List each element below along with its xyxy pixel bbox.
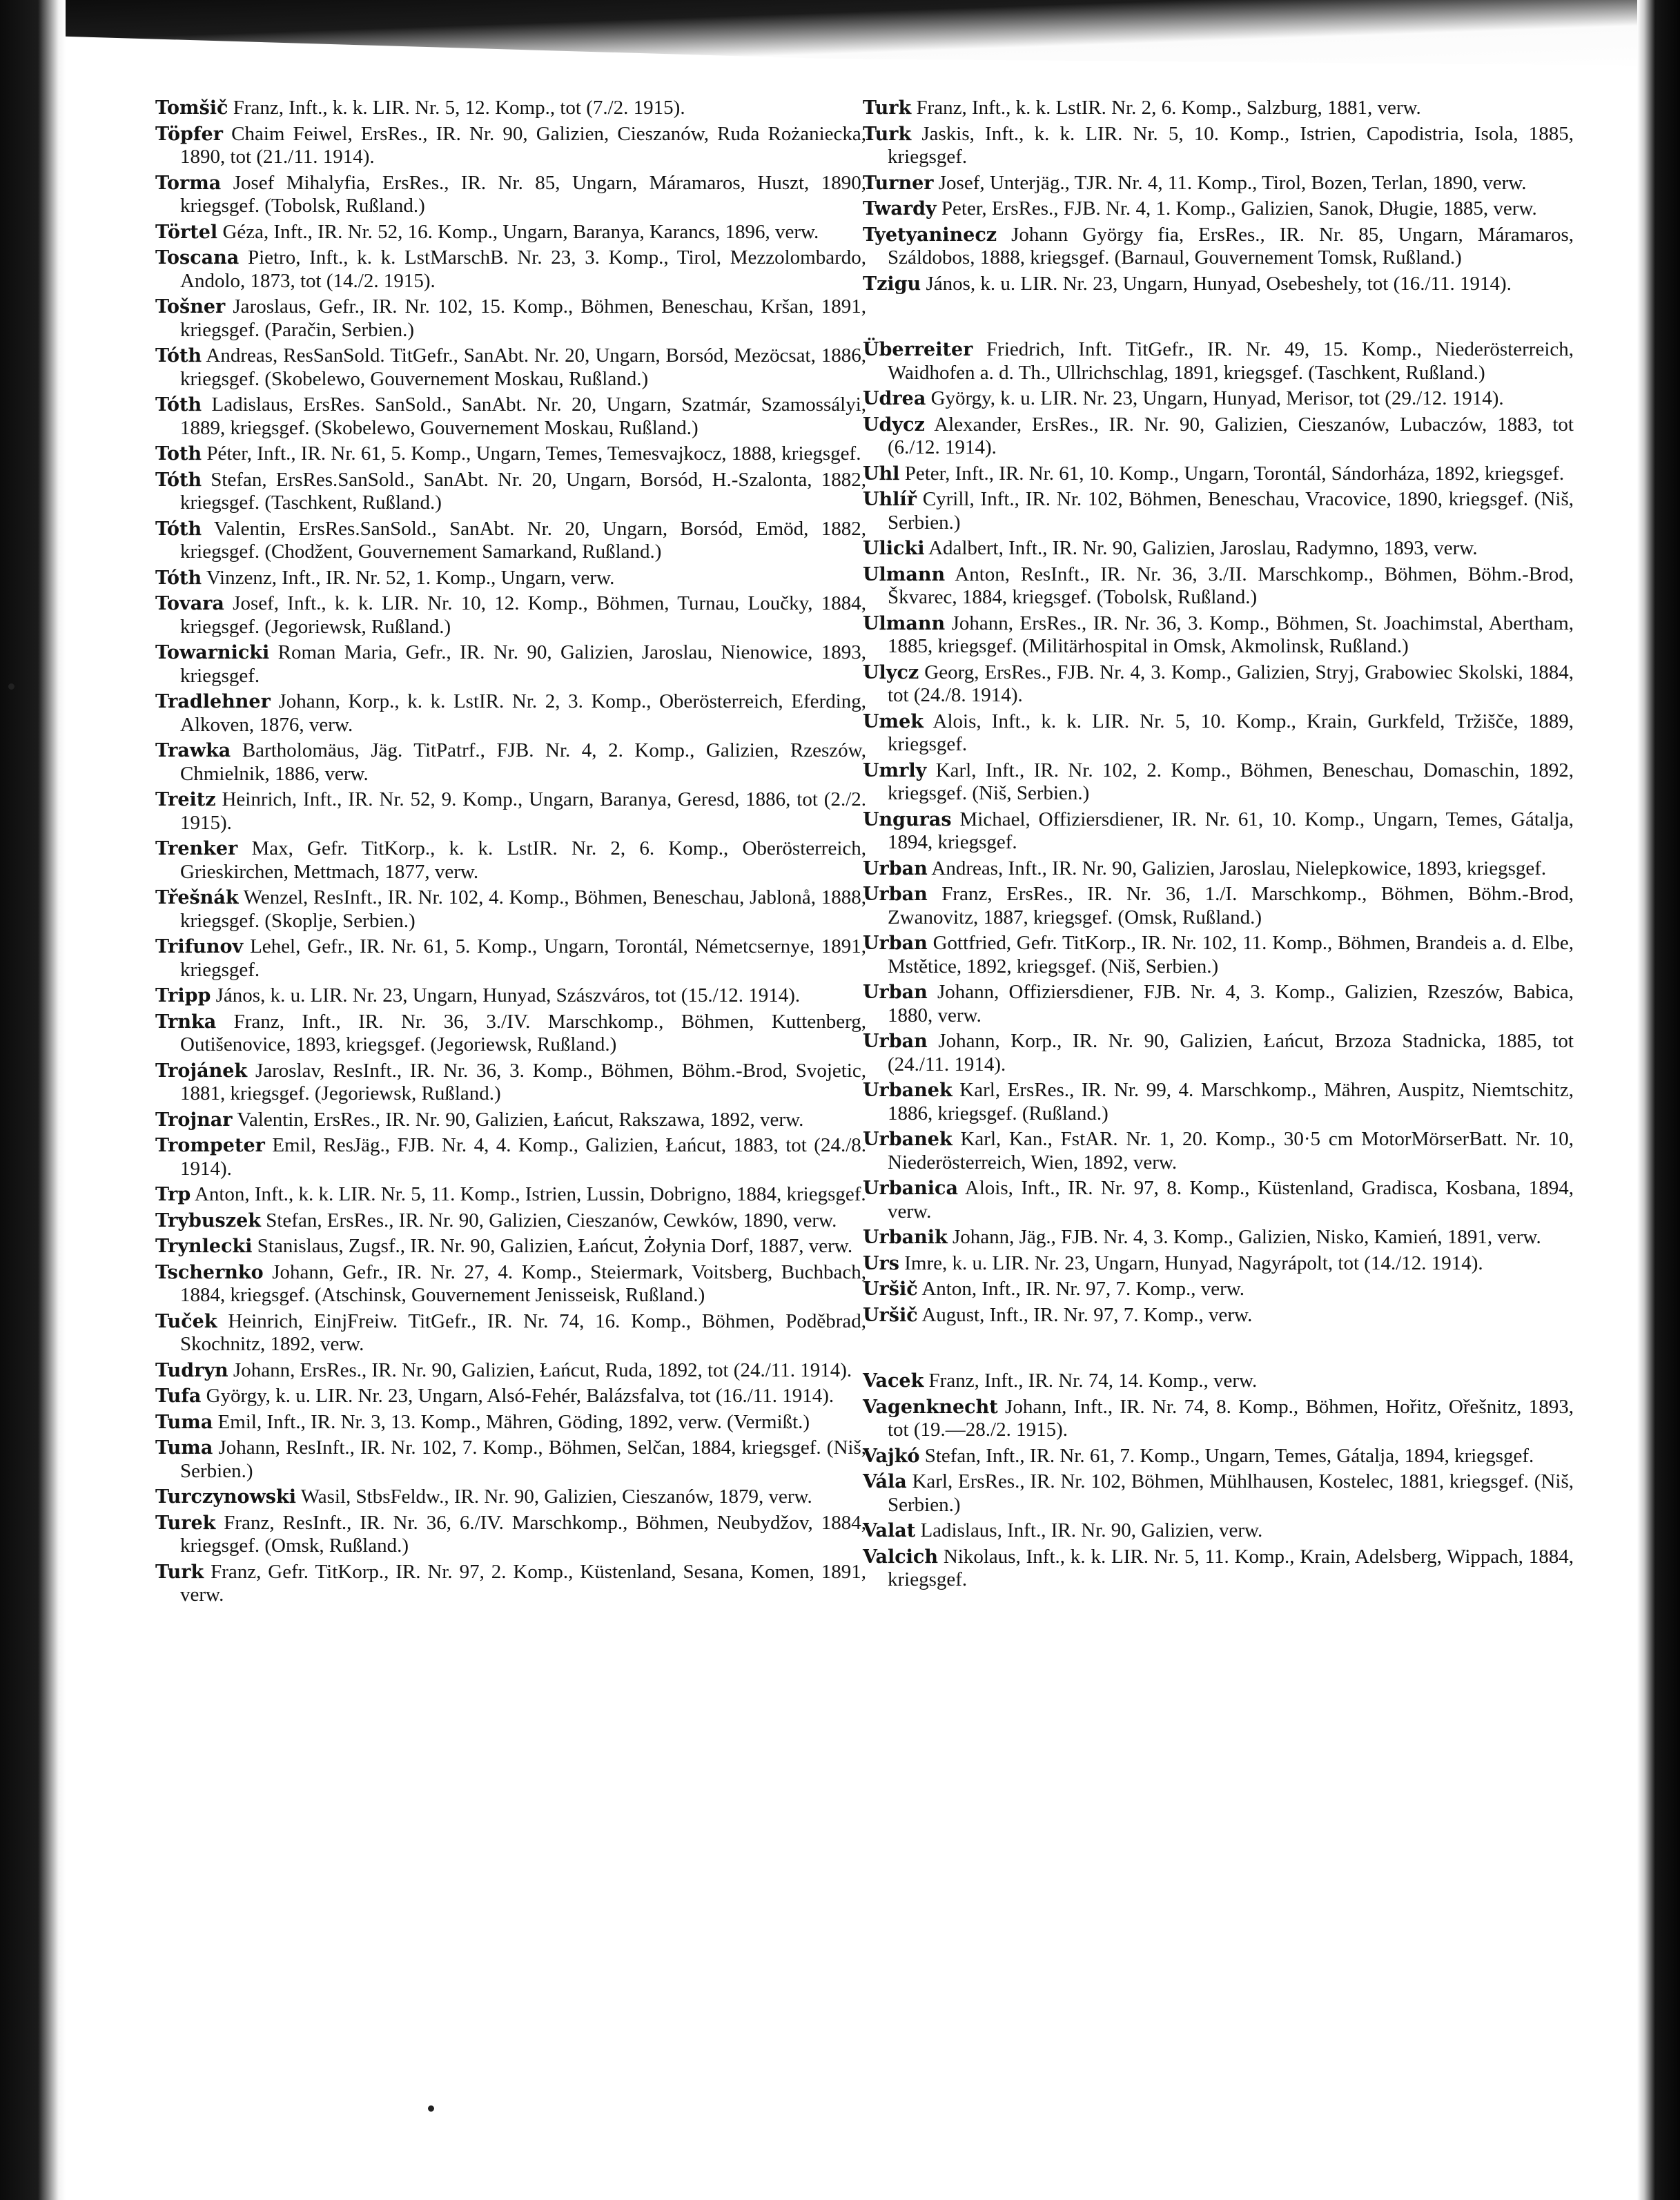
entry-details: Valentin, ErsRes.SanSold., SanAbt. Nr. 20, Ungarn, Borsód, Emöd, 1882, kriegsgef. (Chodžent, Gouvernement Samarkand, Rußland.) [180,517,866,563]
list-entry [863,1396,1574,1442]
entry-surname: Umrly [863,759,927,781]
entry-surname: Tuma [155,1411,213,1433]
entry-surname: Tuma [155,1437,213,1459]
list-entry [863,932,1574,978]
entry-surname: Tzigu [863,273,921,295]
entry-surname: Valcich [863,1546,938,1568]
entry-details: Johann, ErsRes., IR. Nr. 90, Galizien, Łańcut, Ruda, 1892, tot (24./11. 1914). [228,1359,852,1381]
list-entry [155,1310,866,1356]
entry-details: Johann, ErsRes., IR. Nr. 36, 3. Komp., Böhmen, St. Joachimstal, Abertham, 1885, kriegsgef. (Militärhospital in Omsk, Akmolinsk, Rußland.) [888,612,1574,657]
list-entry [863,808,1574,855]
entry-surname: Twardy [863,198,937,220]
entry-surname: Tošner [155,296,226,318]
list-entry [863,661,1574,708]
list-entry [155,1437,866,1483]
entry-surname: Uhlíř [863,489,917,510]
entry-details: Géza, Inft., IR. Nr. 52, 16. Komp., Ungarn, Baranya, Karancs, 1896, verw. [217,220,819,243]
entry-details: Franz, Inft., k. k. LIR. Nr. 5, 12. Komp., tot (7./2. 1915). [228,97,685,119]
entry-surname: Ulmann [863,563,946,585]
entry-surname: Überreiter [863,339,973,360]
entry-details: Bartholomäus, Jäg. TitPatrf., FJB. Nr. 4, 2. Komp., Galizien, Rzeszów, Chmielnik, 1886, verw. [180,739,866,785]
entry-details: Cyrill, Inft., IR. Nr. 102, Böhmen, Beneschau, Vracovice, 1890, kriegsgef. (Niš, Serbien.) [888,488,1574,534]
entry-details: Jaskis, Inft., k. k. LIR. Nr. 5, 10. Komp., Istrien, Capodistria, Isola, 1885, kriegsgef. [888,122,1574,168]
list-entry [863,123,1574,169]
entry-details: Franz, Inft., IR. Nr. 74, 14. Komp., verw. [924,1370,1258,1392]
entry-surname: Urbanica [863,1178,958,1199]
entry-surname: Trynlecki [155,1236,253,1257]
entry-surname: Uršič [863,1304,918,1326]
entry-details: Johann, Korp., IR. Nr. 90, Galizien, Łańcut, Brzoza Stadnicka, 1885, tot (24./11. 1914). [888,1030,1574,1075]
entry-details: Anton, ResInft., IR. Nr. 36, 3./II. Marschkomp., Böhmen, Böhm.-Brod, Škvarec, 1884, kriegsgef. (Tobolsk, Rußland.) [888,563,1574,608]
scan-right-edge [1637,0,1680,2200]
entry-surname: Tschernko [155,1261,264,1283]
list-entry [155,886,866,933]
list-entry [155,837,866,884]
entry-surname: Tomšič [155,97,228,119]
entry-details: Franz, ErsRes., IR. Nr. 36, 1./I. Marschkomp., Böhmen, Böhm.-Brod, Zwanovitz, 1887, kriegsgef. (Omsk, Rußland.) [888,883,1574,928]
list-entry [863,1128,1574,1174]
entry-surname: Trompeter [155,1135,265,1156]
list-entry [155,123,866,169]
entry-surname: Towarnicki [155,642,270,663]
section-t [863,97,1574,295]
entry-surname: Tuček [155,1310,217,1332]
entry-surname: Tripp [155,985,211,1006]
entry-surname: Vagenknecht [863,1396,998,1418]
entry-surname: Turk [863,123,912,145]
section-u [863,338,1574,1327]
entry-surname: Törtel [155,221,218,243]
entry-details: Stefan, ErsRes., IR. Nr. 90, Galizien, Cieszanów, Cewków, 1890, verw. [260,1209,837,1232]
entry-surname: Turk [863,97,912,119]
list-entry [155,1261,866,1307]
list-entry [863,981,1574,1027]
entry-surname: Töpfer [155,123,223,145]
entry-details: Johann, Offiziersdiener, FJB. Nr. 4, 3. Komp., Galizien, Rzeszów, Babica, 1880, verw. [888,981,1574,1026]
entry-details: Pietro, Inft., k. k. LstMarschB. Nr. 23, 3. Komp., Tirol, Mezzolombardo, Andolo, 1873, tot (14./2. 1915). [180,246,866,292]
list-entry [863,488,1574,534]
entry-details: Franz, Gefr. TitKorp., IR. Nr. 97, 2. Komp., Küstenland, Sesana, Komen, 1891, verw. [180,1560,866,1606]
list-entry [155,567,866,590]
entry-surname: Trp [155,1184,191,1205]
entry-details: Stanislaus, Zugsf., IR. Nr. 90, Galizien, Łańcut, Żołynia Dorf, 1887, verw. [252,1235,853,1257]
list-entry [155,246,866,293]
entry-surname: Torma [155,172,222,194]
list-entry [863,463,1574,486]
section-v [863,1370,1574,1592]
entry-details: Karl, ErsRes., IR. Nr. 99, 4. Marschkomp., Mähren, Auspitz, Niemtschitz, 1886, kriegsgef. (Rußland.) [888,1079,1574,1125]
entry-details: Emil, ResJäg., FJB. Nr. 4, 4. Komp., Galizien, Łańcut, 1883, tot (24./8. 1914). [180,1134,866,1180]
entry-details: Nikolaus, Inft., k. k. LIR. Nr. 5, 11. Komp., Krain, Adelsberg, Wippach, 1884, kriegsgef. [888,1545,1574,1590]
list-entry [155,469,866,515]
entry-surname: Toscana [155,247,240,269]
entry-surname: Třešnák [155,887,239,908]
entry-surname: Ulycz [863,661,919,683]
entry-surname: Tovara [155,593,224,614]
list-entry [155,1209,866,1233]
entry-surname: Urban [863,982,928,1003]
list-entry [863,710,1574,757]
entry-details: János, k. u. LIR. Nr. 23, Ungarn, Hunyad, Szászváros, tot (15./12. 1914). [211,984,801,1006]
entry-details: Adalbert, Inft., IR. Nr. 90, Galizien, Jaroslau, Radymno, 1893, verw. [924,537,1478,559]
entry-surname: Urs [863,1252,899,1274]
entry-surname: Udrea [863,388,926,409]
entry-details: Ladislaus, Inft., IR. Nr. 90, Galizien, verw. [915,1519,1263,1541]
entry-surname: Uršič [863,1278,918,1300]
list-entry [155,172,866,218]
list-entry [155,442,866,466]
entry-surname: Umek [863,710,924,732]
entry-details: August, Inft., IR. Nr. 97, 7. Komp., verw. [917,1303,1253,1326]
list-entry [863,1519,1574,1543]
list-entry [863,1278,1574,1301]
entry-surname: Tóth [155,518,202,540]
entry-details: Stefan, ErsRes.SanSold., SanAbt. Nr. 20, Ungarn, Borsód, H.-Szalonta, 1882, kriegsgef. (Taschkent, Rußland.) [180,468,866,514]
section-gap [863,1330,1574,1370]
entry-details: Franz, ResInft., IR. Nr. 36, 6./IV. Marschkomp., Böhmen, Neubydžov, 1884, kriegsgef. (Omsk, Rußland.) [180,1511,866,1557]
entry-details: Jaroslaus, Gefr., IR. Nr. 102, 15. Komp., Böhmen, Beneschau, Kršan, 1891, kriegsgef. (Paračin, Serbien.) [180,295,866,341]
entry-surname: Turner [863,172,934,194]
entry-details: Andreas, ResSanSold. TitGefr., SanAbt. Nr. 20, Ungarn, Borsód, Mezöcsat, 1886, kriegsgef. (Skobelewo, Gouvernement Moskau, Rußland.) [180,344,866,390]
entry-details: Stefan, Inft., IR. Nr. 61, 7. Komp., Ungarn, Temes, Gátalja, 1894, kriegsgef. [919,1444,1534,1467]
entry-details: Franz, Inft., k. k. LstIR. Nr. 2, 6. Komp., Salzburg, 1881, verw. [911,97,1421,119]
list-entry [863,883,1574,929]
list-entry [155,393,866,440]
entry-details: Lehel, Gefr., IR. Nr. 61, 5. Komp., Ungarn, Torontál, Németcsernye, 1891, kriegsgef. [180,935,866,981]
entry-surname: Tóth [155,567,202,589]
list-entry [155,1011,866,1057]
list-entry [155,984,866,1008]
entry-details: Emil, Inft., IR. Nr. 3, 13. Komp., Mähren, Göding, 1892, verw. (Vermißt.) [213,1410,810,1433]
list-entry [155,1385,866,1408]
entry-details: Josef, Unterjäg., TJR. Nr. 4, 11. Komp., Tirol, Bozen, Terlan, 1890, verw. [933,171,1527,194]
entry-surname: Urban [863,1031,928,1052]
entry-surname: Tóth [155,345,202,367]
section-gap [863,298,1574,338]
entry-surname: Unguras [863,808,952,830]
list-entry [155,1183,866,1207]
list-entry [863,273,1574,296]
entry-details: Franz, Inft., IR. Nr. 36, 3./IV. Marschkomp., Böhmen, Kuttenberg, Outišenovice, 1893, kriegsgef. (Jegoriewsk, Rußland.) [180,1010,866,1055]
entry-surname: Urbanek [863,1080,953,1101]
entry-details: Imre, k. u. LIR. Nr. 23, Ungarn, Hunyad, Nagyrápolt, tot (14./12. 1914). [899,1252,1483,1274]
entry-surname: Urbanik [863,1227,948,1248]
entry-details: Karl, ErsRes., IR. Nr. 102, Böhmen, Mühlhausen, Kostelec, 1881, kriegsgef. (Niš, Serbien.) [888,1470,1574,1516]
list-entry [155,592,866,639]
list-entry [155,1109,866,1132]
entry-details: Wasil, StbsFeldw., IR. Nr. 90, Galizien, Cieszanów, 1879, verw. [295,1486,812,1508]
scan-left-edge [0,0,66,2200]
entry-surname: Vacek [863,1370,924,1392]
entry-surname: Turek [155,1512,216,1534]
entry-surname: Tradlehner [155,691,271,712]
list-entry [863,1470,1574,1517]
entry-surname: Trifunov [155,936,244,957]
list-entry [863,1370,1574,1393]
entry-details: Anton, Inft., k. k. LIR. Nr. 5, 11. Komp., Istrien, Lussin, Dobrigno, 1884, kriegsgef. [191,1183,866,1205]
entry-surname: Trnka [155,1011,217,1033]
entry-details: Alois, Inft., IR. Nr. 97, 8. Komp., Küstenland, Gradisca, Kosbana, 1894, verw. [888,1177,1574,1223]
list-entry [155,1486,866,1509]
entry-surname: Ulmann [863,612,946,634]
entry-surname: Urban [863,857,928,879]
entry-surname: Ulicki [863,538,925,559]
list-entry [155,935,866,982]
entry-details: Alexander, ErsRes., IR. Nr. 90, Galizien, Cieszanów, Lubaczów, 1883, tot (6./12. 1914). [888,413,1574,458]
entry-details: Chaim Feiwel, ErsRes., IR. Nr. 90, Galizien, Cieszanów, Ruda Rożaniecka, 1890, tot (21./11. 1914). [180,122,866,168]
list-entry [863,338,1574,384]
entry-surname: Udycz [863,413,925,436]
list-entry [863,1546,1574,1592]
entry-details: Josef Mihalyfia, ErsRes., IR. Nr. 85, Ungarn, Máramaros, Huszt, 1890, kriegsgef. (Tobolsk, Rußland.) [180,171,866,217]
entry-surname: Toth [155,443,202,465]
list-entry [863,413,1574,460]
list-entry [155,1060,866,1106]
list-entry [863,1079,1574,1125]
list-entry [863,612,1574,659]
entry-details: Heinrich, Inft., IR. Nr. 52, 9. Komp., Ungarn, Baranya, Geresd, 1886, tot (2./2. 1915). [180,788,866,834]
list-entry [863,387,1574,411]
entry-surname: Tufa [155,1385,202,1407]
entry-details: Karl, Kan., FstAR. Nr. 1, 20. Komp., 30·5 cm MotorMörserBatt. Nr. 10, Niederösterreich, Wien, 1892, verw. [888,1128,1574,1174]
entry-details: Johann, Korp., k. k. LstIR. Nr. 2, 3. Komp., Oberösterreich, Eferding, Alkoven, 1876, verw. [180,690,866,736]
entry-surname: Vála [863,1471,907,1492]
list-entry [863,857,1574,881]
entry-details: Roman Maria, Gefr., IR. Nr. 90, Galizien, Jaroslau, Nienowice, 1893, kriegsgef. [180,641,866,687]
list-entry [155,1359,866,1383]
scan-speck [8,683,14,690]
entry-surname: Vajkó [863,1445,920,1467]
list-entry [863,1445,1574,1468]
entry-details: Valentin, ErsRes., IR. Nr. 90, Galizien, Łańcut, Rakszawa, 1892, verw. [232,1108,804,1131]
entry-details: Johann, Gefr., IR. Nr. 27, 4. Komp., Steiermark, Voitsberg, Buchbach, 1884, kriegsgef. (Atschinsk, Gouvernement Jenisseisk, Rußland.) [180,1260,866,1306]
entry-surname: Trawka [155,740,231,761]
entry-surname: Tudryn [155,1359,228,1381]
list-entry [155,1235,866,1258]
list-entry [863,759,1574,806]
entry-details: György, k. u. LIR. Nr. 23, Ungarn, Alsó-Fehér, Balázsfalva, tot (16./11. 1914). [201,1385,834,1407]
list-entry [863,197,1574,221]
entry-surname: Urban [863,884,928,905]
list-entry [863,563,1574,610]
entry-details: Anton, Inft., IR. Nr. 97, 7. Komp., verw. [917,1278,1245,1300]
scan-speck [428,2105,434,2112]
list-entry [155,1134,866,1180]
entry-details: Ladislaus, ErsRes. SanSold., SanAbt. Nr. 20, Ungarn, Szatmár, Szamossályi, 1889, kriegsgef. (Skobelewo, Gouvernement Moskau, Rußland.) [180,393,866,439]
entry-surname: Trybuszek [155,1209,261,1232]
entry-surname: Trojánek [155,1060,248,1082]
left-column [155,97,866,1610]
entry-surname: Trenker [155,838,238,859]
entry-surname: Trojnar [155,1109,233,1131]
entry-details: Péter, Inft., IR. Nr. 61, 5. Komp., Ungarn, Temes, Temesvajkocz, 1888, kriegsgef. [202,442,861,465]
entry-details: Andreas, Inft., IR. Nr. 90, Galizien, Jaroslau, Nielepkowice, 1893, kriegsgef. [927,857,1547,879]
entry-details: Gottfried, Gefr. TitKorp., IR. Nr. 102, 11. Komp., Böhmen, Brandeis a. d. Elbe, Mstětice, 1892, kriegsgef. (Niš, Serbien.) [888,932,1574,977]
entry-details: Georg, ErsRes., FJB. Nr. 4, 3. Komp., Galizien, Stryj, Grabowiec Skolski, 1884, tot (24./8. 1914). [888,661,1574,706]
list-entry [155,1512,866,1558]
entry-details: Alois, Inft., k. k. LIR. Nr. 5, 10. Komp., Krain, Gurkfeld, Tržišče, 1889, kriegsgef. [888,710,1574,755]
entry-surname: Urban [863,933,928,954]
entry-details: Johann, Inft., IR. Nr. 74, 8. Komp., Böhmen, Hořitz, Ořešnitz, 1893, tot (19.—28./2. 1915). [888,1395,1574,1441]
entry-details: Johann György fia, ErsRes., IR. Nr. 85, Ungarn, Máramaros, Száldobos, 1888, kriegsgef. (Barnaul, Gouvernement Tomsk, Rußland.) [888,223,1574,269]
entry-details: Michael, Offiziersdiener, IR. Nr. 61, 10. Komp., Ungarn, Temes, Gátalja, 1894, kriegsgef. [888,808,1574,853]
list-entry [863,1226,1574,1249]
entry-surname: Tóth [155,394,202,416]
list-entry [863,537,1574,561]
list-entry [863,1252,1574,1276]
list-entry [863,97,1574,120]
entry-details: György, k. u. LIR. Nr. 23, Ungarn, Hunyad, Merisor, tot (29./12. 1914). [926,387,1504,409]
list-entry [863,172,1574,195]
entry-details: Johann, ResInft., IR. Nr. 102, 7. Komp., Böhmen, Selčan, 1884, kriegsgef. (Niš, Serbien.) [180,1437,866,1482]
entry-surname: Turk [155,1561,204,1583]
list-entry [863,1030,1574,1076]
entry-details: Peter, Inft., IR. Nr. 61, 10. Komp., Ungarn, Torontál, Sándorháza, 1892, kriegsgef. [899,462,1565,485]
list-entry [155,1561,866,1607]
list-entry [155,97,866,120]
list-entry [155,690,866,737]
entry-surname: Treitz [155,789,216,810]
entry-details: Max, Gefr. TitKorp., k. k. LstIR. Nr. 2, 6. Komp., Oberösterreich, Grieskirchen, Mettmach, 1877, verw. [180,837,866,883]
entry-details: Johann, Jäg., FJB. Nr. 4, 3. Komp., Galizien, Nisko, Kamień, 1891, verw. [947,1226,1541,1248]
entry-details: Karl, Inft., IR. Nr. 102, 2. Komp., Böhmen, Beneschau, Domaschin, 1892, kriegsgef. (Niš, Serbien.) [888,759,1574,804]
entry-surname: Tyetyaninecz [863,224,997,246]
entry-surname: Valat [863,1520,916,1541]
list-entry [863,224,1574,270]
entry-surname: Turczynowski [155,1486,296,1508]
entry-surname: Urbanek [863,1129,953,1150]
entry-details: Josef, Inft., k. k. LIR. Nr. 10, 12. Komp., Böhmen, Turnau, Loučky, 1884, kriegsgef. (Jegoriewsk, Rußland.) [180,592,866,638]
entry-surname: Uhl [863,463,900,485]
list-entry [155,344,866,391]
entry-details: Friedrich, Inft. TitGefr., IR. Nr. 49, 15. Komp., Niederösterreich, Waidhofen a. d. Th., Ullrichschlag, 1891, kriegsgef. (Taschkent, Rußland.) [888,338,1574,384]
entry-details: János, k. u. LIR. Nr. 23, Ungarn, Hunyad, Osebeshely, tot (16./11. 1914). [921,272,1512,295]
entry-details: Jaroslav, ResInft., IR. Nr. 36, 3. Komp., Böhmen, Böhm.-Brod, Svojetic, 1881, kriegsgef. (Jegoriewsk, Rußland.) [180,1059,866,1104]
entry-details: Vinzenz, Inft., IR. Nr. 52, 1. Komp., Ungarn, verw. [202,566,615,589]
list-entry [863,1177,1574,1223]
entry-details: Peter, ErsRes., FJB. Nr. 4, 1. Komp., Galizien, Sanok, Długie, 1885, verw. [936,197,1537,220]
entry-details: Heinrich, EinjFreiw. TitGefr., IR. Nr. 74, 16. Komp., Böhmen, Poděbrad, Skochnitz, 1892, verw. [180,1310,866,1355]
list-entry [863,1304,1574,1327]
entry-surname: Tóth [155,469,202,491]
list-entry [155,518,866,564]
list-entry [155,295,866,342]
right-column [863,97,1574,1595]
entry-details: Wenzel, ResInft., IR. Nr. 102, 4. Komp., Böhmen, Beneschau, Jablonå, 1888, kriegsgef. (Skoplje, Serbien.) [180,886,866,932]
list-entry [155,1411,866,1434]
list-entry [155,788,866,835]
list-entry [155,221,866,244]
list-entry [155,739,866,786]
list-entry [155,641,866,688]
